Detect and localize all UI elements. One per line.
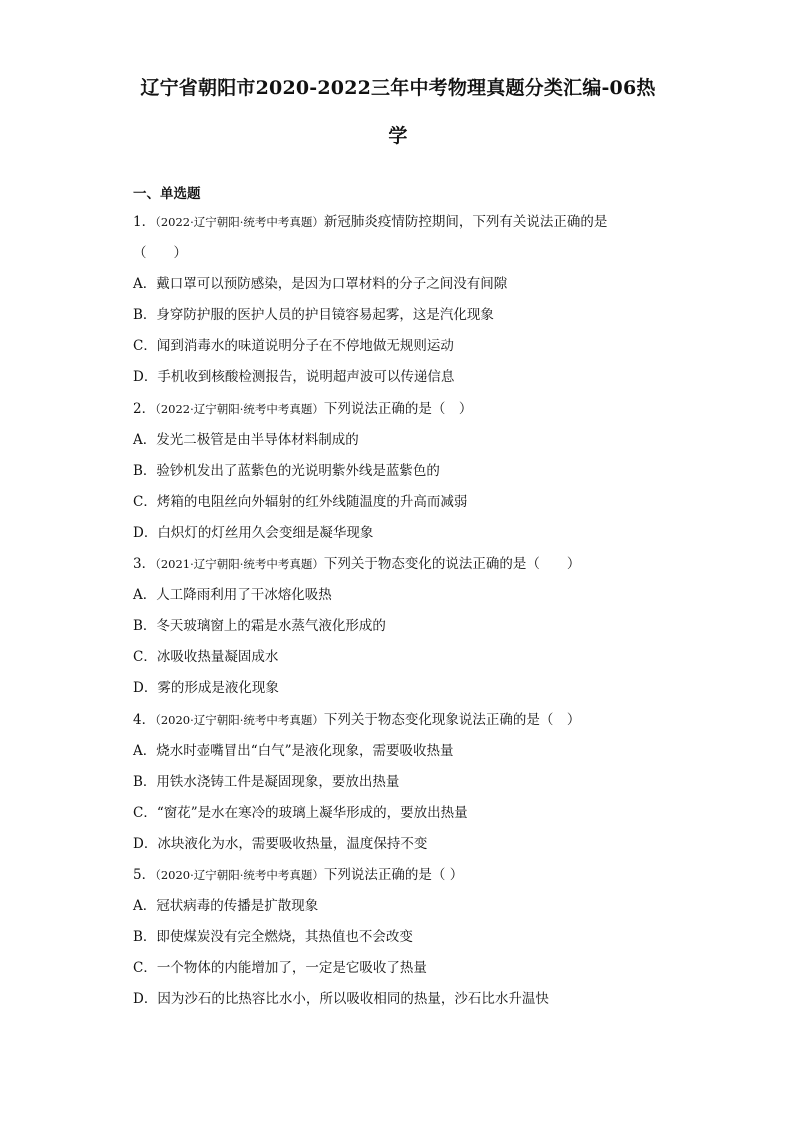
question-2-option-d: D．白炽灯的灯丝用久会变细是凝华现象: [133, 524, 374, 541]
question-5-option-b: B．即使煤炭没有完全燃烧，其热值也不会改变: [133, 929, 413, 946]
question-5-stem: [133, 864, 673, 895]
question-1-stem: [133, 211, 673, 242]
question-4-option-a: A．烧水时壶嘴冒出“白气”是液化现象，需要吸收热量: [133, 742, 454, 759]
question-5-option-c: C．一个物体的内能增加了，一定是它吸收了热量: [133, 960, 427, 977]
question-2-option-a: A．发光二极管是由半导体材料制成的: [133, 431, 359, 448]
question-1-option-d: D．手机收到核酸检测报告，说明超声波可以传递信息: [133, 369, 455, 386]
question-text: 新冠肺炎疫情防控期间，下列有关说法正确的是: [323, 214, 608, 230]
question-3-option-a: A．人工降雨利用了干冰熔化吸热: [133, 587, 332, 604]
question-3-stem: [133, 553, 673, 584]
question-5-option-a: A．冠状病毒的传播是扩散现象: [133, 898, 319, 915]
question-1-option-c: C．闻到消毒水的味道说明分子在不停地做无规则运动: [133, 338, 454, 355]
question-text: 下列说法正确的是（ ）: [323, 866, 464, 883]
question-text: 下列关于物态变化现象说法正确的是（ ）: [323, 711, 581, 728]
question-4-stem: [133, 709, 673, 740]
question-number: 4．: [133, 711, 156, 728]
question-list: [133, 211, 673, 1019]
question-number: 1．: [133, 214, 156, 230]
question-source: （2022·辽宁朝阳·统考中考真题）: [155, 401, 324, 416]
section-heading: 一、单选题: [133, 186, 201, 202]
question-2-option-b: B．验钞机发出了蓝紫色的光说明紫外线是蓝紫色的: [133, 462, 440, 479]
question-text: 下列说法正确的是（ ）: [323, 400, 473, 417]
question-source: （2020·辽宁朝阳·统考中考真题）: [155, 867, 324, 882]
question-1-stem-continuation: （ ）: [133, 245, 187, 262]
question-2-stem: [133, 398, 673, 429]
question-1-option-a: A．戴口罩可以预防感染，是因为口罩材料的分子之间没有间隙: [133, 276, 508, 293]
question-source: （2022·辽宁朝阳·统考中考真题）: [155, 215, 324, 229]
question-text: 下列关于物态变化的说法正确的是（ ）: [323, 556, 581, 573]
question-source: （2020·辽宁朝阳·统考中考真题）: [155, 712, 324, 727]
question-3-option-b: B．冬天玻璃窗上的霜是水蒸气液化形成的: [133, 618, 386, 635]
question-2-option-c: C．烤箱的电阻丝向外辐射的红外线随温度的升高而减弱: [133, 493, 468, 510]
question-3-option-c: C．冰吸收热量凝固成水: [133, 649, 279, 666]
question-1-option-b: B．身穿防护服的医护人员的护目镜容易起雾，这是汽化现象: [133, 307, 494, 324]
title-line-1: 辽宁省朝阳市2020-2022三年中考物理真题分类汇编-06热: [140, 77, 656, 99]
question-number: 2．: [133, 400, 156, 417]
question-4-option-b: B．用铁水浇铸工件是凝固现象，要放出热量: [133, 773, 400, 790]
question-3-option-d: D．雾的形成是液化现象: [133, 680, 279, 697]
title-line-2: 学: [388, 125, 408, 147]
question-4-option-c: C．“窗花”是水在寒冷的玻璃上凝华形成的，要放出热量: [133, 804, 468, 821]
question-source: （2021·辽宁朝阳·统考中考真题）: [155, 557, 324, 572]
question-number: 3．: [133, 556, 156, 573]
document-title: [128, 64, 668, 160]
question-number: 5．: [133, 866, 156, 883]
question-5-option-d: D．因为沙石的比热容比水小，所以吸收相同的热量，沙石比水升温快: [133, 991, 549, 1008]
question-4-option-d: D．冰块液化为水，需要吸收热量，温度保持不变: [133, 835, 428, 852]
